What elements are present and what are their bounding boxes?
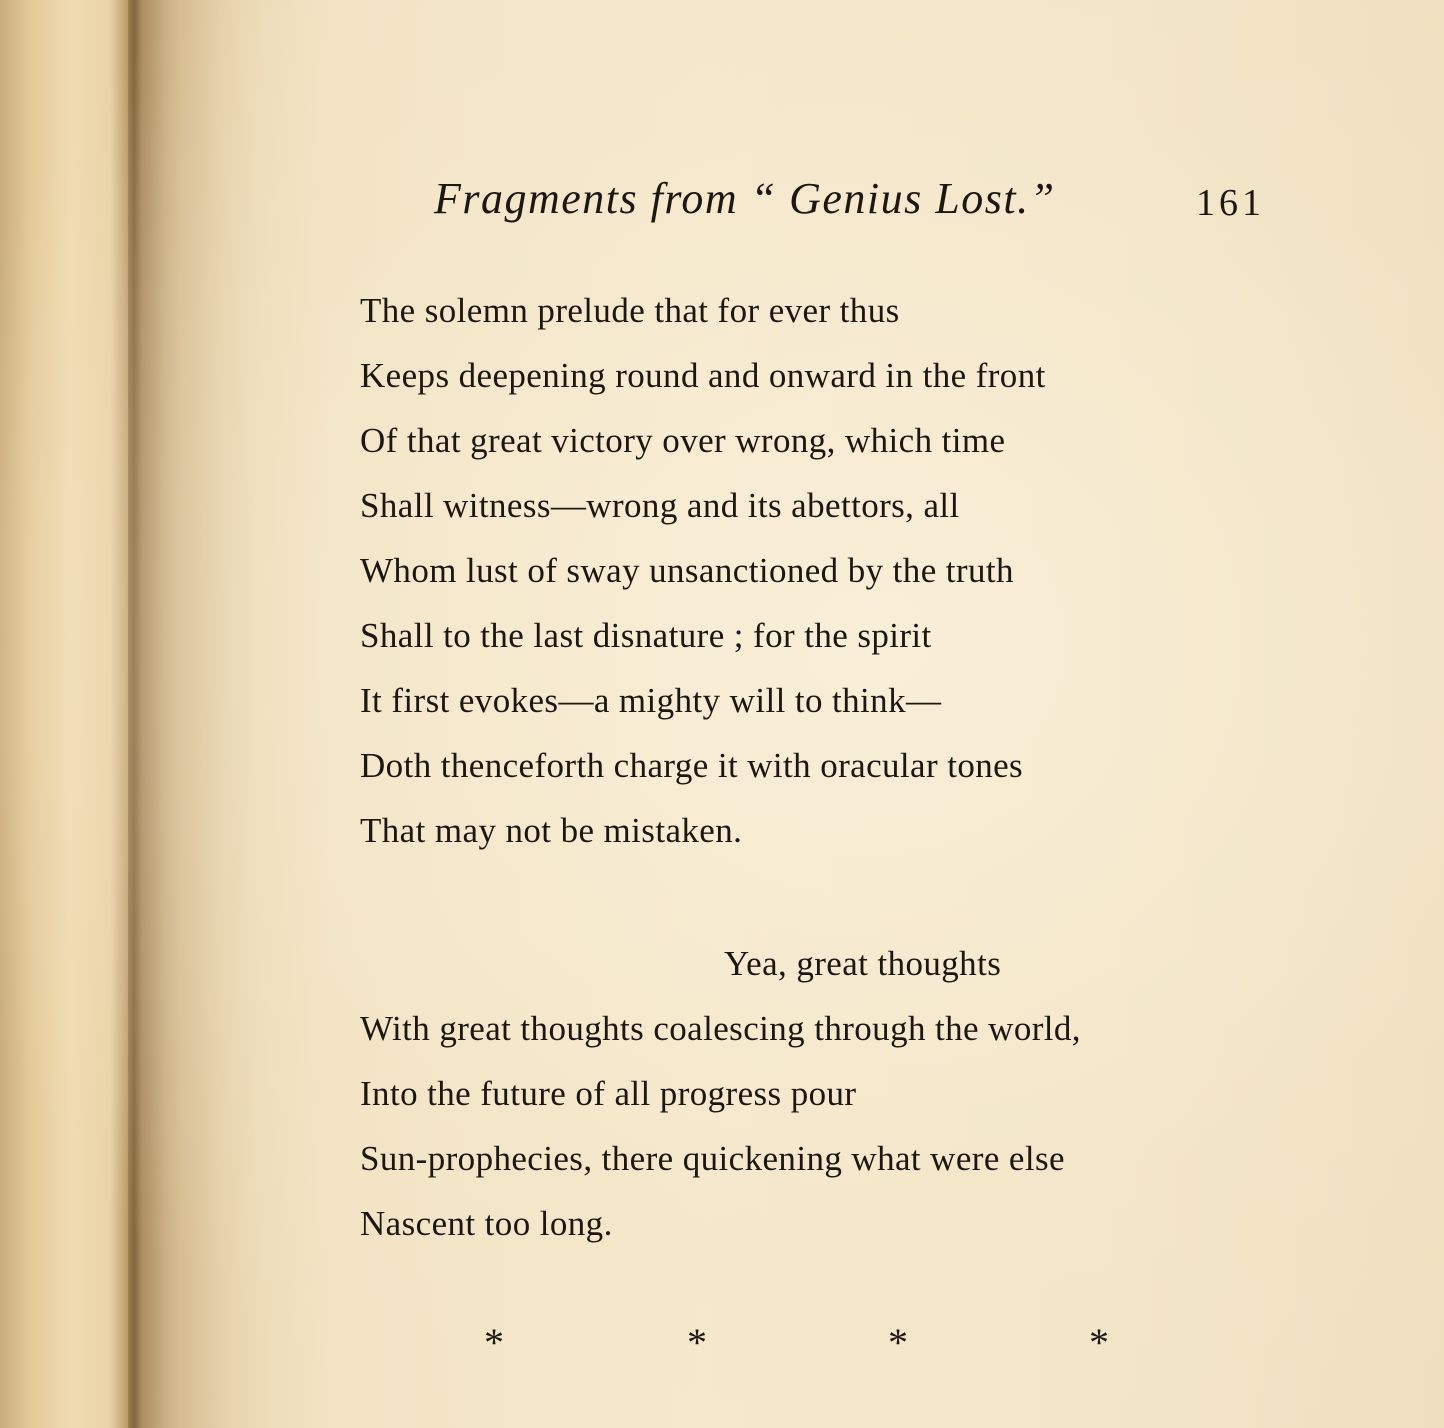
poem-line: With great thoughts coalescing through the world, <box>360 1009 1081 1048</box>
poem-line: Sun-prophecies, there quickening what were else <box>360 1139 1065 1178</box>
running-head <box>434 173 1284 233</box>
poem-line: Shall to the last disnature ; for the spirit <box>360 616 932 655</box>
poem-line: Doth thenceforth charge it with oracular tones <box>360 746 1024 785</box>
asterisk-icon: * <box>1089 1320 1109 1365</box>
poem-line: Into the future of all progress pour <box>360 1074 857 1113</box>
asterisk-icon: * <box>687 1320 707 1365</box>
asterisk-icon: * <box>484 1320 504 1365</box>
poem-line: Of that great victory over wrong, which time <box>360 421 1006 460</box>
stanza-2 <box>360 931 1081 1256</box>
stanza-1 <box>360 278 1260 863</box>
poem-line: It first evokes—a mighty will to think— <box>360 681 942 720</box>
poem-line: Whom lust of sway unsanctioned by the truth <box>360 551 1014 590</box>
page-number: 161 <box>1196 182 1265 224</box>
asterisk-icon: * <box>888 1320 908 1365</box>
poem-line: Nascent too long. <box>360 1204 613 1243</box>
poem-line: That may not be mistaken. <box>360 811 743 850</box>
poem-line: Shall witness—wrong and its abettors, all <box>360 486 960 525</box>
running-head-title: Fragments from “ Genius Lost.” <box>434 174 1056 223</box>
gutter-shadow <box>128 0 258 1428</box>
poem-line-indented: Yea, great thoughts <box>724 944 1002 983</box>
section-break <box>0 1318 1444 1368</box>
poem <box>360 278 1260 1243</box>
poem-line: Keeps deepening round and onward in the front <box>360 356 1046 395</box>
poem-line: The solemn prelude that for ever thus <box>360 291 900 330</box>
